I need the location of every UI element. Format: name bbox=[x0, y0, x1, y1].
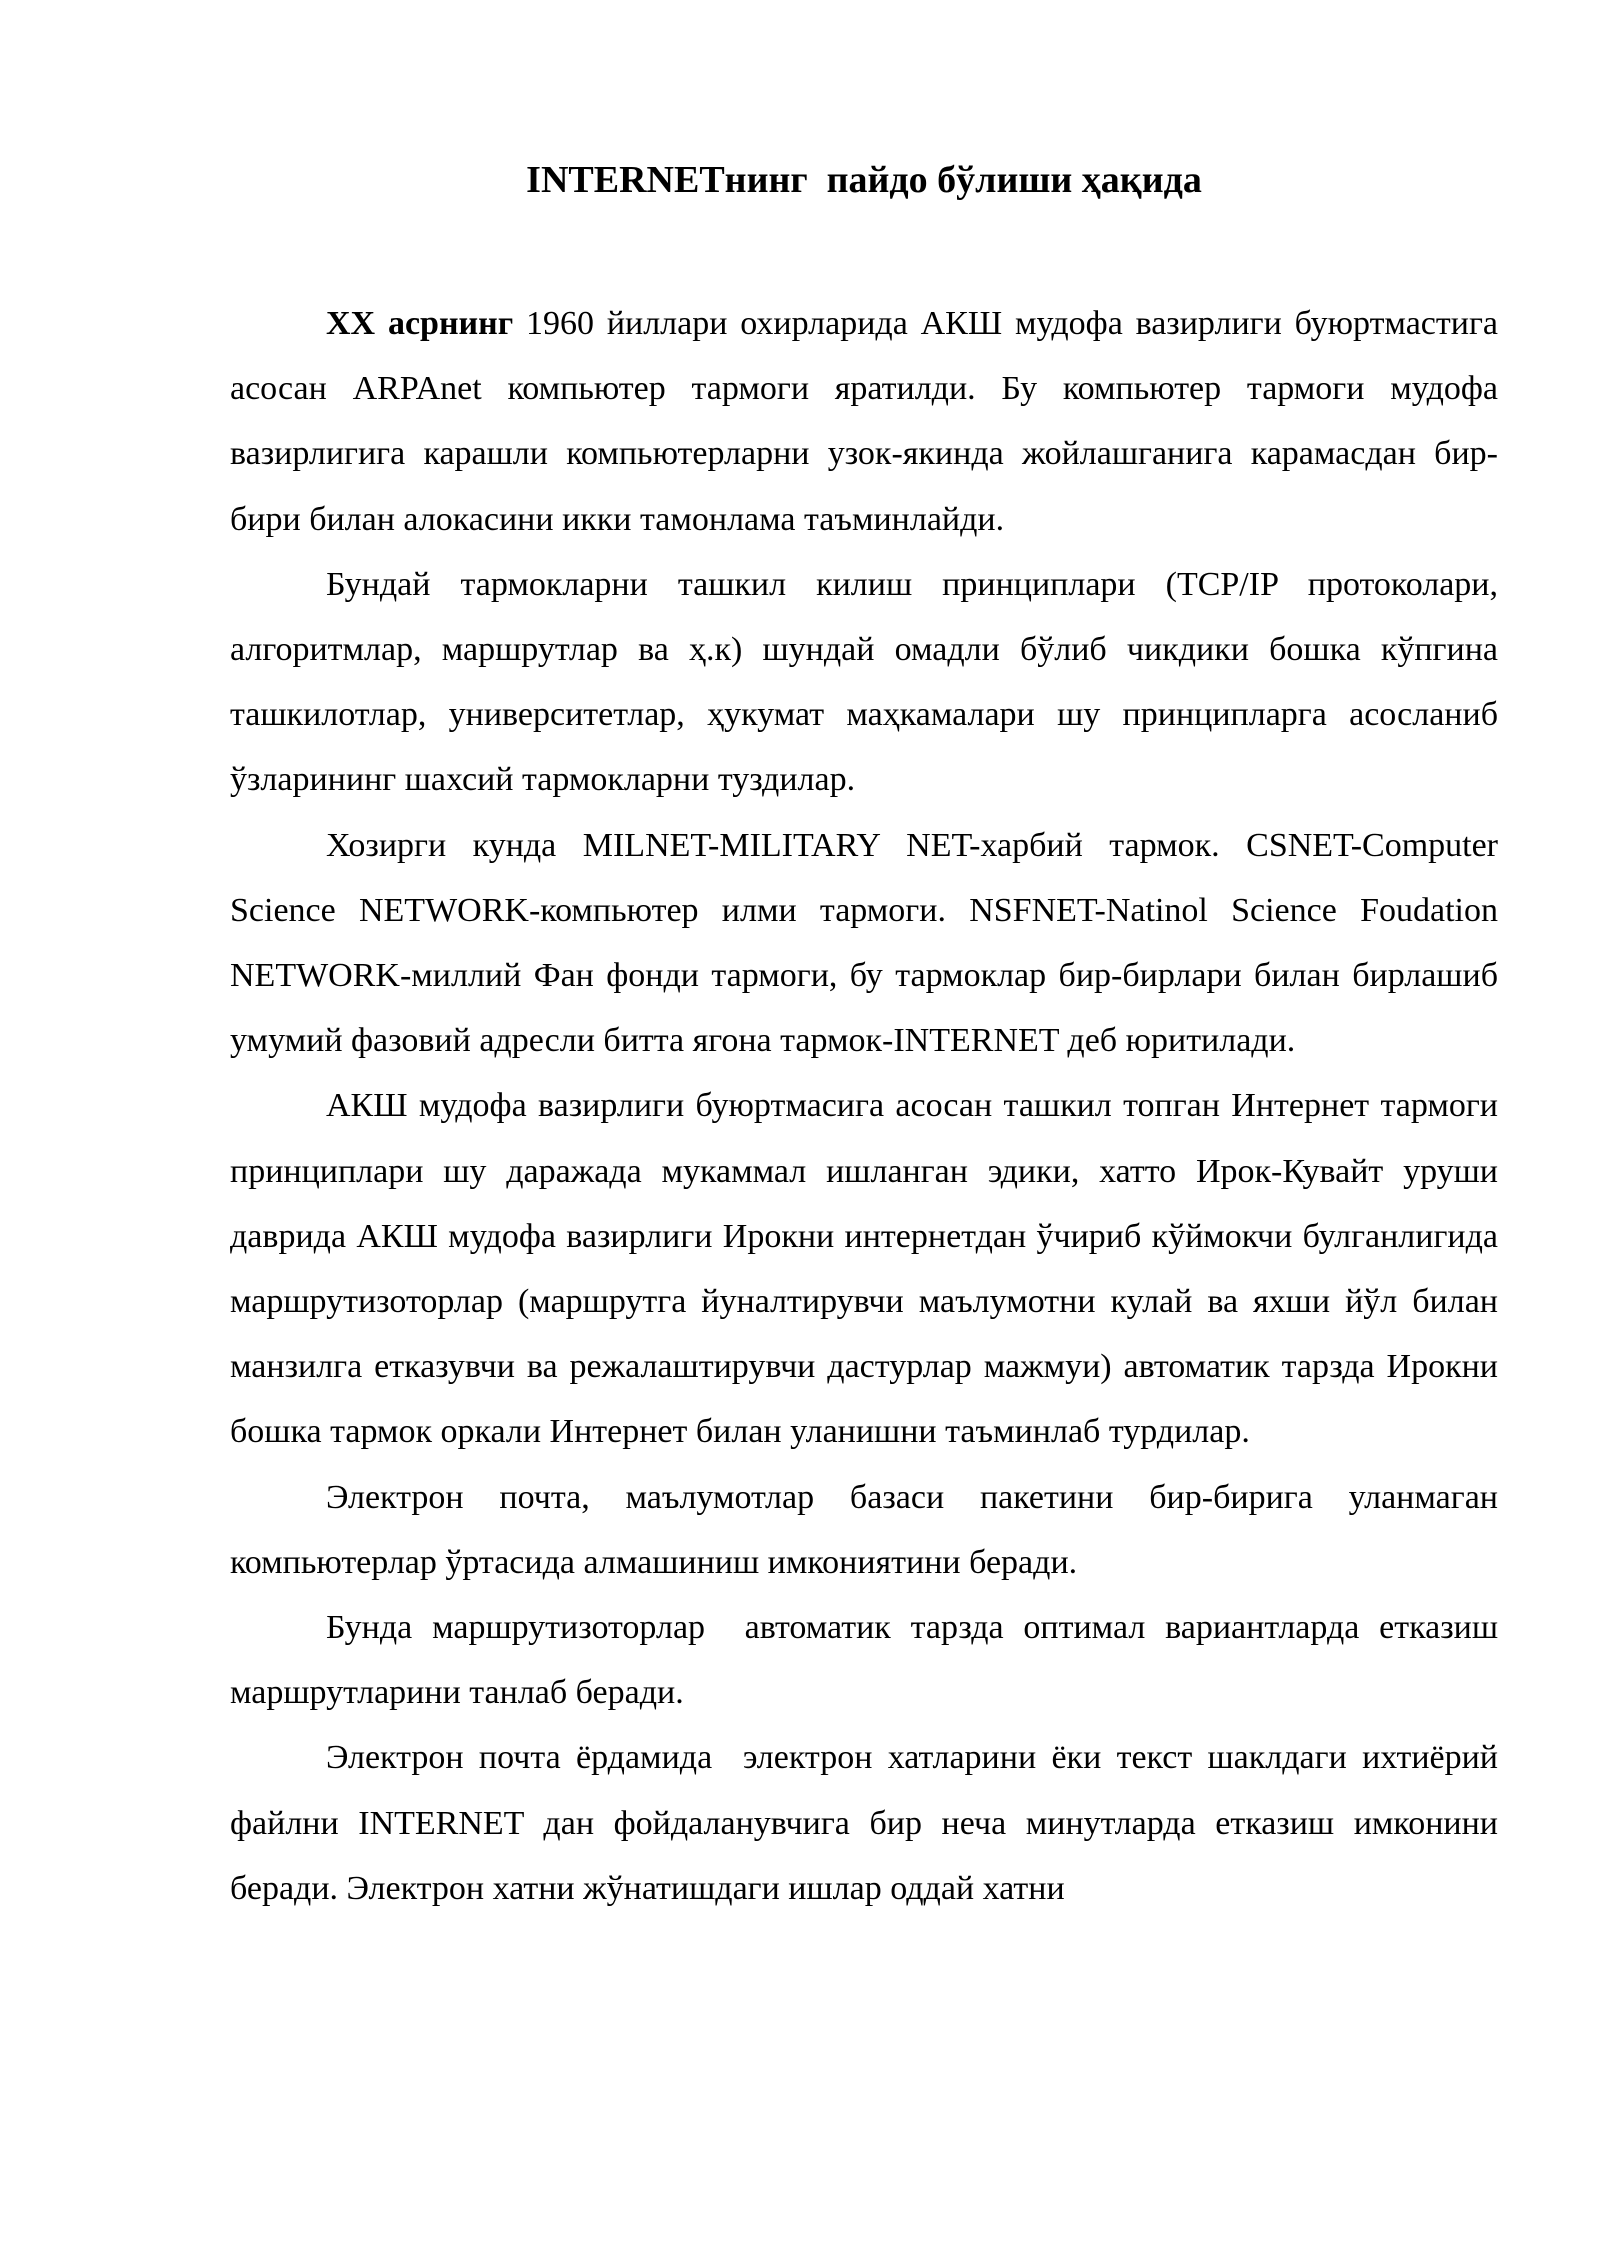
paragraph-5-text: Электрон почта, маълумотлар базаси пакетини бир-бирига уланмаган компьютерлар ўртасида алмашиниш имкониятини беради. bbox=[230, 1478, 1507, 1581]
paragraph-1-text: 1960 йиллари охирларида АКШ мудофа вазирлиги буюртмастига асосан ARPAnet компьютер тармоги яратилди. Бу компьютер тармоги мудофа вазирлигига карашли компьютерларни узок-якинда жойлашганига карамасдан бир-бири билан алокасини икки тамонлама таъминлайди. bbox=[230, 305, 1507, 538]
paragraph-7-text: Электрон почта ёрдамида электрон хатларини ёки текст шаклдаги ихтиёрий файлни INTERNET дан фойдаланувчига бир неча минутларда етказиш имконини беради. Электрон хатни жўнатишдаги ишлар оддай хатни bbox=[230, 1739, 1507, 1907]
paragraph-6-text: Бунда маршрутизоторлар автоматик тарзда оптимал вариантларда етказиш маршрутларини танлаб беради. bbox=[230, 1609, 1524, 1712]
paragraph-1 bbox=[230, 291, 1507, 552]
paragraph-2 bbox=[230, 552, 1507, 813]
paragraph-3 bbox=[230, 813, 1507, 1074]
paragraph-7 bbox=[230, 1725, 1507, 1921]
paragraph-4 bbox=[230, 1073, 1507, 1464]
document-title: INTERNETнинг пайдо бўлиши ҳақида bbox=[526, 159, 1202, 201]
paragraph-4-text: АКШ мудофа вазирлиги буюртмасига асосан ташкил топган Интернет тармоги принциплари шу даражада мукаммал ишланган эдики, хатто Ирок-Кувайт уруши даврида АКШ мудофа вазирлиги Ирокни интернетдан ўчириб кўймокчи булганлигида маршрутизоторлар (маршрутга йуналтирувчи маълумотни кулай ва яхши йўл билан манзилга етказувчи ва режалаштирувчи дастурлар мажмуи) автоматик тарзда Ирокни бошка тармок оркали Интернет билан уланишни таъминлаб турдилар. bbox=[230, 1087, 1507, 1451]
document-body bbox=[230, 291, 1524, 1921]
paragraph-6 bbox=[230, 1595, 1524, 1725]
paragraph-1-lead: XX асрнинг bbox=[326, 305, 514, 342]
paragraph-2-text: Бундай тармокларни ташкил килиш принциплари (TCP/IP протоколари, алгоритмлар, маршрутлар ва ҳ.к) шундай омадли бўлиб чикдики бошка кўпгина ташкилотлар, университетлар, ҳукумат маҳкамалари шу принципларга асосланиб ўзларининг шахсий тармокларни туздилар. bbox=[230, 565, 1507, 799]
paragraph-5 bbox=[230, 1465, 1507, 1595]
paragraph-3-text: Хозирги кунда MILNET-MILITARY NET-харбий тармок. CSNET-Computer Science NETWORK-компьютер илми тармоги. NSFNET-Natinol Science Foudation NETWORK-миллий Фан фонди тармоги, бу тармоклар бир-бирлари билан бирлашиб умумий фазовий адресли битта ягона тармок-INTERNET деб юритилади. bbox=[230, 826, 1507, 1060]
